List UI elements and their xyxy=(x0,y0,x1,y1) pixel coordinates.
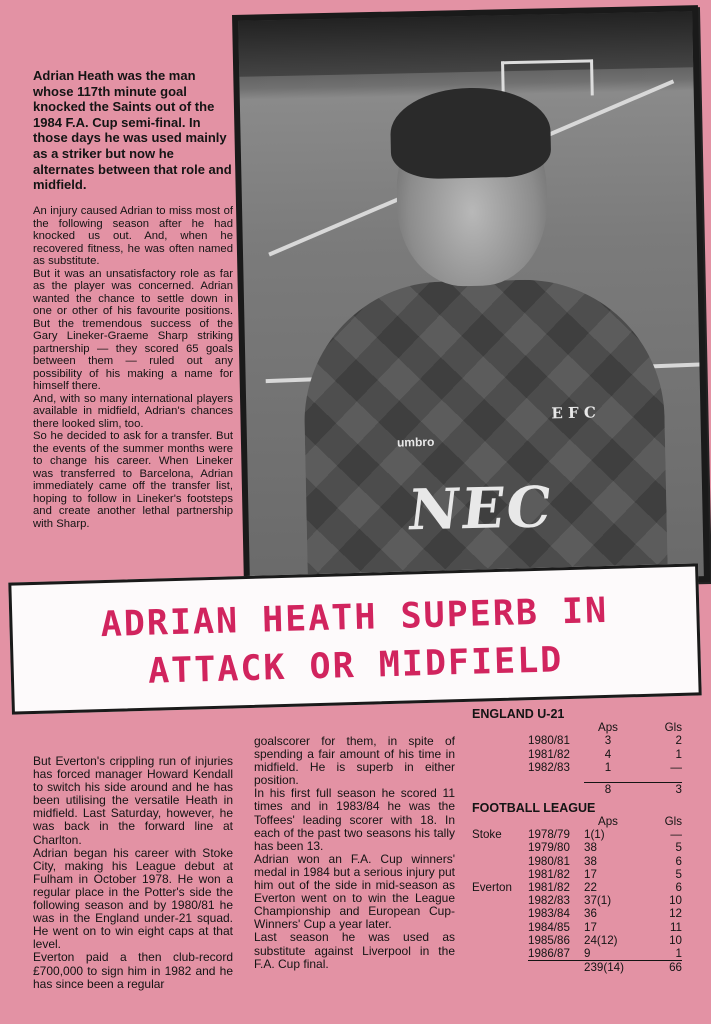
table-row xyxy=(472,748,682,761)
table-row xyxy=(472,947,682,961)
season-cell: 1981/82 xyxy=(528,880,570,894)
apps-cell: 24(12) xyxy=(584,933,618,947)
headline-line-2: ATTACK OR MIDFIELD xyxy=(147,640,564,692)
apps-cell: 17 xyxy=(584,920,597,934)
apps-total: 8 xyxy=(584,782,632,796)
headline-line-1: ADRIAN HEATH SUPERB IN xyxy=(100,590,609,646)
shirt-sponsor-logo: NEC xyxy=(404,474,557,544)
table-row xyxy=(472,734,682,747)
paragraph: Everton paid a then club-record £700,000 to sign him in 1982 and he has since been a regular xyxy=(33,950,233,991)
season-cell: 1980/81 xyxy=(528,734,570,748)
club-crest: E F C xyxy=(551,403,597,423)
paragraph: In his first full season he scored 11 times and in 1983/84 he was the Toffees' leading scorer with 18. In each of the past two seasons his tally has been 13. xyxy=(254,786,455,853)
goals-cell: 1 xyxy=(675,747,682,761)
goals-cell: 5 xyxy=(675,867,682,881)
season-cell: 1979/80 xyxy=(528,841,570,855)
season-cell: 1981/82 xyxy=(528,867,570,881)
team-cell xyxy=(472,855,528,868)
season-cell: 1981/82 xyxy=(528,747,570,761)
table-total-row xyxy=(472,782,682,796)
goals-cell: 6 xyxy=(675,854,682,868)
season-cell: 1978/79 xyxy=(528,828,570,842)
player-photo xyxy=(238,11,704,585)
goals-cell: 6 xyxy=(675,880,682,894)
apps-total: 239(14) xyxy=(584,961,632,975)
table-row xyxy=(472,894,682,907)
table-row xyxy=(472,841,682,854)
team-cell xyxy=(472,947,528,961)
table-row xyxy=(472,855,682,868)
table-total-row xyxy=(472,961,682,975)
apps-header: Aps xyxy=(598,721,618,735)
goal-post xyxy=(501,59,594,97)
goals-cell: 2 xyxy=(675,734,682,748)
paragraph: But it was an unsatisfactory role as far as the player was concerned. Adrian wanted the chance to settle down in one or other of his favourite positions. But the tremendous success of the Gary Lineker-Graeme Sharp striking partnership — they scored 65 goals between them — ruled out any possibility of his making a name for himself there. xyxy=(33,267,233,392)
player-hair xyxy=(390,86,552,179)
article-column-middle xyxy=(254,735,455,971)
season-cell: 1982/83 xyxy=(528,894,570,908)
apps-cell: 3 xyxy=(604,734,612,748)
apps-cell: 4 xyxy=(604,747,612,761)
apps-cell: 17 xyxy=(584,867,597,881)
paragraph: So he decided to ask for a transfer. But the events of the summer months were to change his career. When Lineker was transferred to Barcelona, Adrian immediately came off the transfer list, hoping to follow in Lineker's footsteps and create another lethal partnership with Sharp. xyxy=(33,430,233,530)
shirt-brand-logo: umbro xyxy=(396,434,435,450)
table-row xyxy=(472,881,682,894)
goals-header: Gls xyxy=(664,814,682,828)
goals-header: Gls xyxy=(664,721,682,735)
goals-cell: — xyxy=(670,760,682,774)
table-header-row xyxy=(472,815,682,828)
england-u21-table xyxy=(472,721,682,796)
apps-cell: 38 xyxy=(584,854,597,868)
apps-cell: 1(1) xyxy=(584,828,605,842)
stadium-stand xyxy=(238,11,693,76)
apps-cell: 22 xyxy=(584,880,597,894)
team-cell xyxy=(472,907,528,920)
table-row xyxy=(472,921,682,934)
team-cell: Stoke xyxy=(472,828,502,842)
player-photo-frame xyxy=(232,5,710,592)
season-cell: 1980/81 xyxy=(528,854,570,868)
england-u21-heading: ENGLAND U-21 xyxy=(472,707,565,721)
goals-cell: 10 xyxy=(669,894,682,908)
team-cell xyxy=(472,894,528,907)
paragraph: And, with so many international players available in midfield, Adrian's chances there looked slim, too. xyxy=(33,392,233,430)
football-league-heading: FOOTBALL LEAGUE xyxy=(472,800,596,815)
season-cell: 1985/86 xyxy=(528,933,570,947)
paragraph: An injury caused Adrian to miss most of the following season after he had knocked us out. And, when he recovered fitness, he was often named as substitute. xyxy=(33,205,233,267)
table-row xyxy=(472,934,682,947)
intro-paragraph: Adrian Heath was the man whose 117th minute goal knocked the Saints out of the 1984 F.A. Cup semi-final. In those days he was used mainly as a striker but now he alternates between that role and midfield. xyxy=(33,68,232,193)
goals-total: 3 xyxy=(632,782,682,796)
team-cell xyxy=(472,921,528,934)
article-body-top xyxy=(33,205,233,530)
paragraph: goalscorer for them, in spite of spending a fair amount of his time in midfield. He is superb in either position. xyxy=(254,734,455,788)
team-cell xyxy=(472,868,528,881)
season-cell: 1983/84 xyxy=(528,907,570,921)
goals-cell: 5 xyxy=(675,841,682,855)
apps-cell: 1 xyxy=(604,760,612,774)
apps-cell: 37(1) xyxy=(584,894,612,908)
career-stats xyxy=(472,708,682,974)
apps-cell: 38 xyxy=(584,841,597,855)
goals-cell: 10 xyxy=(669,933,682,947)
goals-total: 66 xyxy=(632,961,682,975)
goals-cell: 1 xyxy=(675,946,682,960)
season-cell: 1982/83 xyxy=(528,760,570,774)
article-column-left xyxy=(33,755,233,991)
football-league-table xyxy=(472,815,682,974)
table-row xyxy=(472,761,682,774)
team-cell: Everton xyxy=(472,880,512,894)
paragraph: Adrian began his career with Stoke City, making his League debut at Fulham in October 1978. He won a regular place in the Potter's side the following season and by 1980/81 he was in the England under-21 squad. He went on to win eight caps at that level. xyxy=(33,845,233,952)
goals-cell: 11 xyxy=(669,920,682,934)
apps-header: Aps xyxy=(598,814,618,828)
headline-banner xyxy=(8,563,701,714)
table-header-row xyxy=(472,721,682,734)
paragraph: But Everton's crippling run of injuries has forced manager Howard Kendall to switch his side around and he has been utilising the versatile Heath in midfield. Last Saturday, however, he was back in the forward line at Charlton. xyxy=(33,754,233,847)
season-cell: 1986/87 xyxy=(528,946,570,960)
goals-cell: — xyxy=(670,828,682,842)
team-cell xyxy=(472,934,528,947)
team-cell xyxy=(472,841,528,854)
season-cell: 1984/85 xyxy=(528,920,570,934)
table-row xyxy=(472,907,682,920)
goals-cell: 12 xyxy=(669,907,682,921)
paragraph: Last season he was used as substitute against Liverpool in the F.A. Cup final. xyxy=(254,930,455,971)
apps-cell: 36 xyxy=(584,907,597,921)
paragraph: Adrian won an F.A. Cup winners' medal in 1984 but a serious injury put him out of the side in mid-season as Everton went on to win the League Championship and European Cup-Winners' Cup a year later. xyxy=(254,851,455,932)
table-row xyxy=(472,828,682,841)
table-row xyxy=(472,868,682,881)
headline xyxy=(12,584,698,699)
apps-cell: 9 xyxy=(584,946,591,960)
